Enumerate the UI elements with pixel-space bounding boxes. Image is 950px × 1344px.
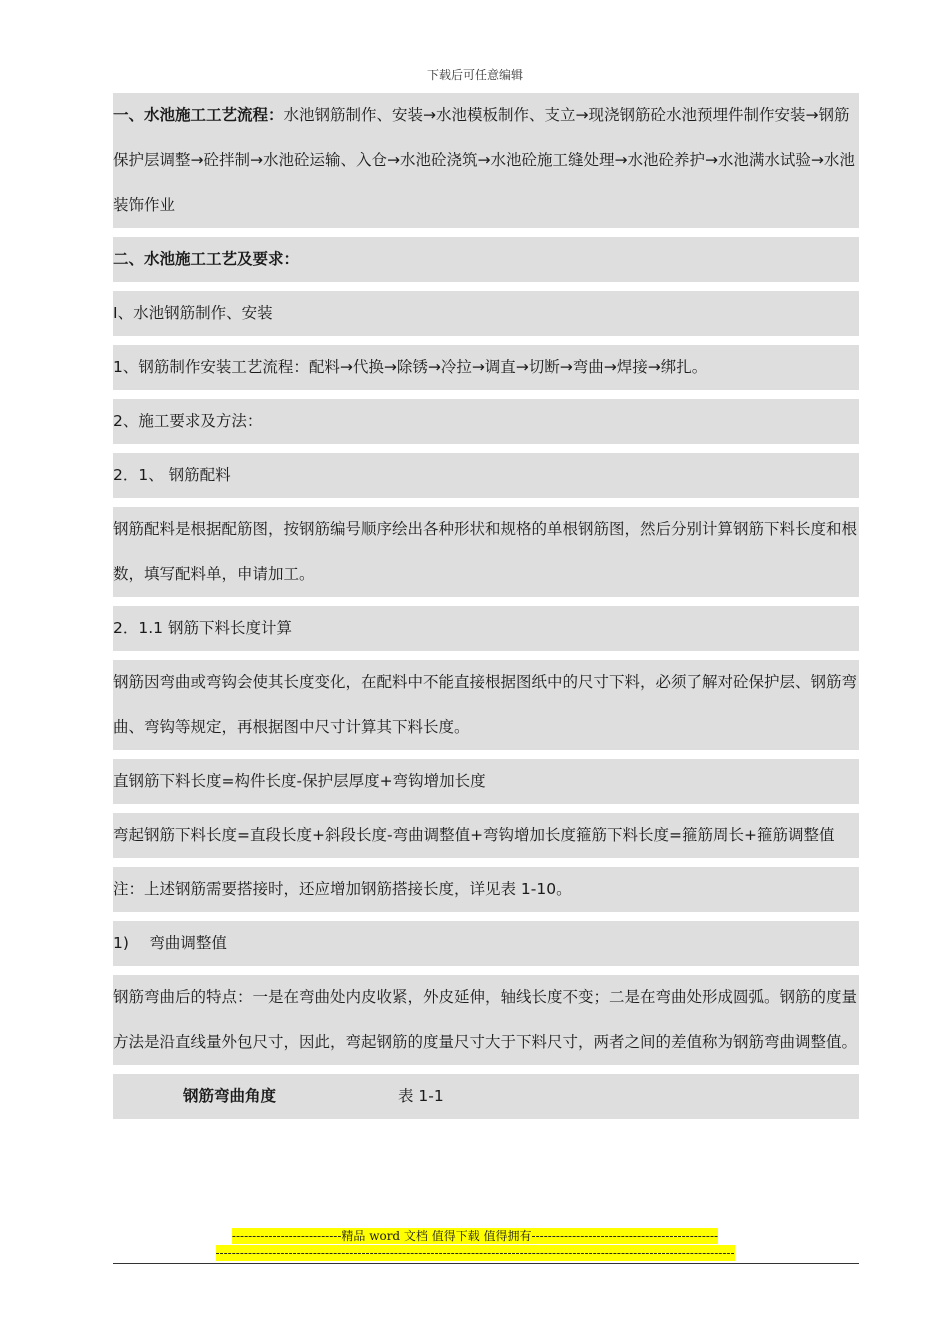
section-1-body: 水池钢筋制作、安装→水池模板制作、支立→现浇钢筋砼水池预埋件制作安装→钢筋保护层调整→砼拌制→水池砼运输、入仓→水池砼浇筑→水池砼施工缝处理→水池砼养护→水池满水试验→水池装饰作业 <box>113 106 855 214</box>
footer-line-1: ---------------------------精品 word 文档 值得下载 值得拥有---------------------------------------------- <box>231 1229 719 1243</box>
document-body <box>113 93 859 1119</box>
item-1-body: 钢筋弯曲后的特点：一是在弯曲处内皮收紧，外皮延伸，轴线长度不变；二是在弯曲处形成圆弧。钢筋的度量方法是沿直线量外包尺寸，因此，弯起钢筋的度量尺寸大于下料尺寸，两者之间的差值称为钢筋弯曲调整值。 <box>113 975 859 1065</box>
paragraph-i: I、水池钢筋制作、安装 <box>113 291 859 336</box>
paragraph-2: 2、施工要求及方法： <box>113 399 859 444</box>
table-title: 钢筋弯曲角度 <box>183 1087 277 1105</box>
item-1-title: 1) 弯曲调整值 <box>113 921 859 966</box>
footer-line-2: -------------------------------------------------------------------------------------------------------------------------------- <box>215 1246 735 1260</box>
section-2-title: 二、水池施工工艺及要求： <box>113 237 859 282</box>
page-footer <box>0 1228 950 1261</box>
section-1-title: 一、水池施工工艺流程： <box>113 106 284 124</box>
table-caption <box>113 1074 859 1119</box>
table-number: 表 1-1 <box>398 1087 444 1105</box>
paragraph-2-1-1-body: 钢筋因弯曲或弯钩会使其长度变化，在配料中不能直接根据图纸中的尺寸下料，必须了解对砼保护层、钢筋弯曲、弯钩等规定，再根据图中尺寸计算其下料长度。 <box>113 660 859 750</box>
note: 注：上述钢筋需要搭接时，还应增加钢筋搭接长度，详见表 1-10。 <box>113 867 859 912</box>
section-1 <box>113 93 859 228</box>
paragraph-1: 1、钢筋制作安装工艺流程：配料→代换→除锈→冷拉→调直→切断→弯曲→焊接→绑扎。 <box>113 345 859 390</box>
paragraph-2-1-body: 钢筋配料是根据配筋图，按钢筋编号顺序绘出各种形状和规格的单根钢筋图，然后分别计算钢筋下料长度和根数，填写配料单，申请加工。 <box>113 507 859 597</box>
formula-straight: 直钢筋下料长度=构件长度-保护层厚度+弯钩增加长度 <box>113 759 859 804</box>
page-header: 下载后可任意编辑 <box>426 68 523 82</box>
heading-2-1: 2．1、 钢筋配料 <box>113 453 859 498</box>
section-1-text <box>113 106 855 214</box>
footer-rule <box>113 1263 859 1264</box>
heading-2-1-1: 2．1.1 钢筋下料长度计算 <box>113 606 859 651</box>
formula-bent: 弯起钢筋下料长度=直段长度+斜段长度-弯曲调整值+弯钩增加长度箍筋下料长度=箍筋周长+箍筋调整值 <box>113 813 859 858</box>
